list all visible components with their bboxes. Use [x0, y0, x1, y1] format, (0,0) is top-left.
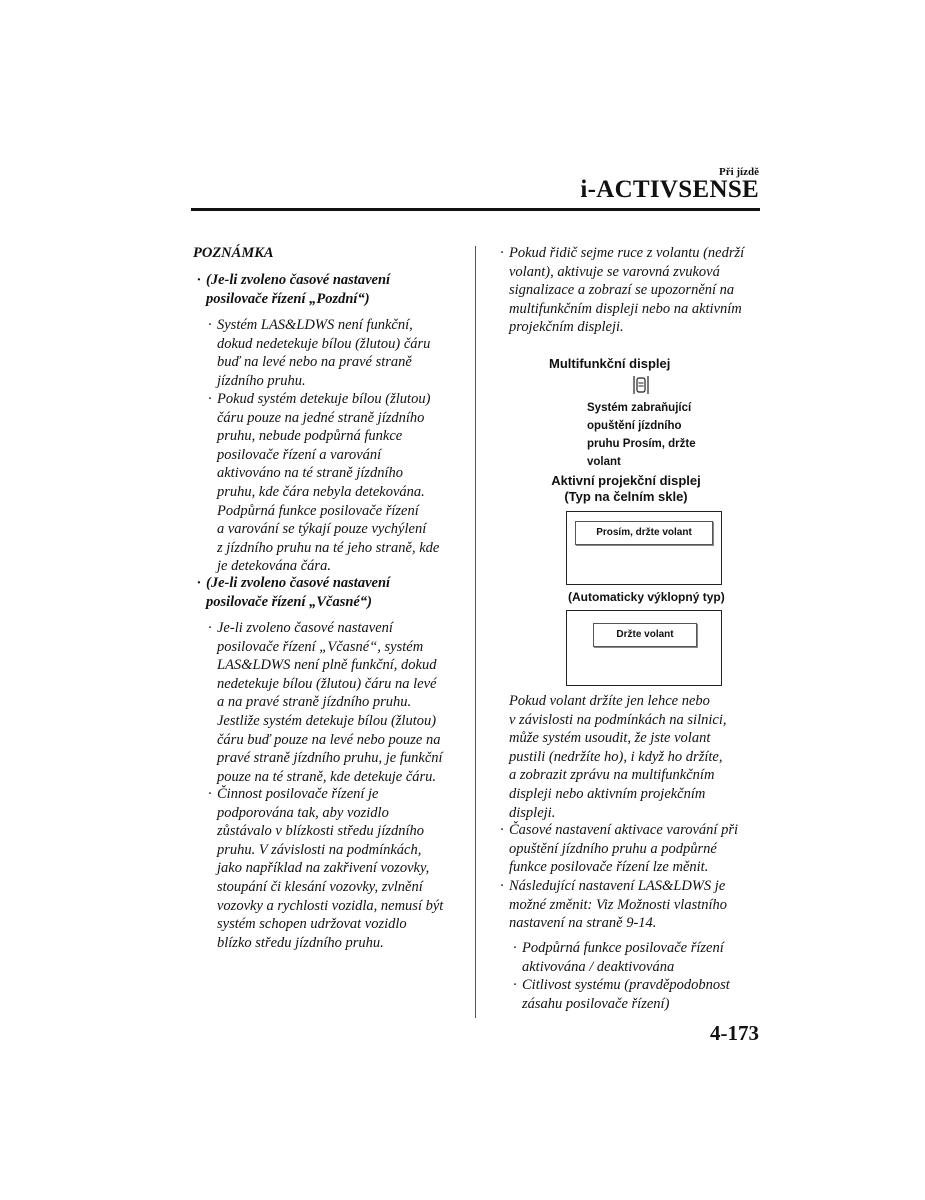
text-line: pustili (nedržíte ho), i když ho držíte, [509, 748, 723, 765]
text-line: a na pravé straně jízdního pruhu. [217, 694, 412, 711]
hud-auto-message: Držte volant [593, 623, 697, 647]
text-line: pruhu, kde čára nebyla detekována. [217, 483, 425, 500]
text-line: může systém usoudit, že jste volant [509, 730, 711, 747]
settings-sub-item [513, 939, 768, 976]
light-grip-paragraph [509, 692, 767, 822]
header-rule [191, 208, 760, 211]
multi-display-message [587, 399, 696, 471]
timing-item [500, 821, 765, 877]
note-heading: POZNÁMKA [193, 245, 274, 261]
text-line: a zobrazit zprávu na multifunkčním [509, 767, 715, 784]
text-line: posilovače řízení „Včasné“, systém [217, 638, 424, 655]
text-line: Časové nastavení aktivace varování při [509, 822, 738, 838]
hud-auto-display [566, 610, 722, 686]
hands-off-item [500, 244, 765, 337]
text-line: posilovače řízení a varování [217, 446, 382, 463]
text-line: Podpůrná funkce posilovače řízení [217, 502, 419, 519]
heading-line: (Je-li zvoleno časové nastavení [206, 575, 391, 591]
text-line: opuštění jízdního pruhu a podpůrné [509, 840, 717, 857]
multi-display-label: Multifunkční displej [549, 356, 671, 371]
text-line: LAS&LDWS není plně funkční, dokud [217, 657, 437, 674]
text-line: Následující nastavení LAS&LDWS je [509, 878, 726, 894]
text-line: Pokud volant držíte jen lehce nebo [509, 693, 710, 709]
heading-line: posilovače řízení „Pozdní“) [206, 290, 370, 307]
bullet: · [513, 940, 517, 956]
message-line: opuštění jízdního [587, 420, 682, 432]
text-line: a varování se týkají pouze vychýlení [217, 521, 427, 538]
running-head: Při jízdě [718, 166, 759, 178]
heading-line: posilovače řízení „Včasné“) [206, 593, 372, 610]
text-line: multifunkčním displeji nebo na aktivním [509, 300, 742, 317]
text-line: vozovky a rychlosti vozidla, nemusí být [217, 897, 444, 914]
text-line: čáru pouze na jedné straně jízdního [217, 409, 425, 426]
text-line: Citlivost systému (pravděpodobnost [522, 977, 730, 993]
note-item [208, 619, 473, 786]
text-line: Pokud řidič sejme ruce z volantu (nedrží [509, 245, 745, 261]
text-line: projekčním displeji. [509, 319, 624, 336]
message-line: volant [587, 456, 621, 468]
text-line: pruhu. V závislosti na podmínkách, [217, 841, 422, 858]
text-line: Jestliže systém detekuje bílou (žlutou) [217, 712, 437, 729]
message-line: Systém zabraňující [587, 402, 692, 414]
text-line: dokud nedetekuje bílou (žlutou) čáru [217, 335, 431, 352]
text-line: aktivována / deaktivována [522, 958, 675, 975]
note-item [208, 390, 473, 576]
bullet: · [513, 977, 517, 993]
text-line: je detekována čára. [217, 558, 331, 575]
text-line: stoupání či klesání vozovky, zvlnění [217, 878, 423, 895]
text-line: nedetekuje bílou (žlutou) čáru na levé [217, 675, 437, 692]
note-item [208, 785, 473, 952]
note-item [208, 316, 473, 390]
text-line: pravé straně jízdního pruhu, je funkční [217, 750, 443, 767]
text-line: nastavení na straně 9-14. [509, 915, 657, 932]
text-line: jako například na zakřivení vozovky, [217, 860, 430, 877]
text-line: volant), aktivuje se varovná zvuková [509, 263, 720, 280]
text-line: buď na levé nebo na pravé straně [217, 354, 412, 371]
bullet: · [500, 245, 504, 261]
text-line: funkce posilovače řízení lze měnit. [509, 859, 709, 876]
text-line: displeji. [509, 804, 556, 821]
text-line: Systém LAS&LDWS není funkční, [217, 317, 413, 333]
page-number: 4-173 [710, 1021, 759, 1045]
hud-windshield-display [566, 511, 722, 585]
hud-label [549, 473, 703, 505]
bullet: · [208, 786, 212, 802]
text-line: displeji nebo aktivním projekčním [509, 785, 706, 802]
text-line: čáru buď pouze na levé nebo pouze na [217, 731, 441, 748]
message-line: pruhu Prosím, držte [587, 438, 696, 450]
settings-item [500, 877, 765, 933]
text-line: pruhu, nebude podpůrná funkce [217, 428, 403, 445]
bullet: · [197, 575, 201, 591]
hud-label-line: Aktivní projekční displej [551, 473, 701, 488]
bullet: · [208, 317, 212, 333]
text-line: pouze na té straně, kde detekuje čáru. [217, 768, 437, 785]
text-line: Podpůrná funkce posilovače řízení [522, 940, 724, 956]
text-line: podporována tak, aby vozidlo [217, 804, 389, 821]
hud-windshield-message: Prosím, držte volant [575, 521, 713, 545]
column-divider [475, 246, 476, 1018]
heading-line: (Je-li zvoleno časové nastavení [206, 272, 391, 288]
bullet: · [208, 620, 212, 636]
settings-sub-item [513, 976, 768, 1013]
note-block-late-heading [197, 271, 467, 308]
text-line: Pokud systém detekuje bílou (žlutou) [217, 391, 431, 407]
text-line: v závislosti na podmínkách na silnici, [509, 711, 727, 728]
text-line: blízko středu jízdního pruhu. [217, 934, 384, 951]
text-line: zůstávalo v blízkosti středu jízdního [217, 823, 425, 840]
section-title: i-ACTIVSENSE [580, 176, 759, 203]
text-line: zásahu posilovače řízení) [522, 995, 670, 1012]
bullet: · [208, 391, 212, 407]
text-line: systém schopen udržovat vozidlo [217, 916, 407, 933]
hud-auto-label: (Automaticky výklopný typ) [568, 590, 725, 604]
text-line: Je-li zvoleno časové nastavení [217, 620, 393, 636]
text-line: možné změnit: Viz Možnosti vlastního [509, 896, 728, 913]
bullet: · [197, 272, 201, 288]
note-block-early-heading [197, 574, 467, 611]
hud-label-line: (Typ na čelním skle) [564, 489, 688, 504]
text-line: Činnost posilovače řízení je [217, 786, 379, 802]
text-line: signalizace a zobrazí se upozornění na [509, 282, 735, 299]
bullet: · [500, 822, 504, 838]
bullet: · [500, 878, 504, 894]
hands-on-steering-wheel-icon [633, 375, 649, 395]
text-line: aktivováno na té straně jízdního [217, 465, 404, 482]
text-line: jízdního pruhu. [217, 372, 306, 389]
text-line: z jízdního pruhu na té jeho straně, kde [217, 539, 440, 556]
